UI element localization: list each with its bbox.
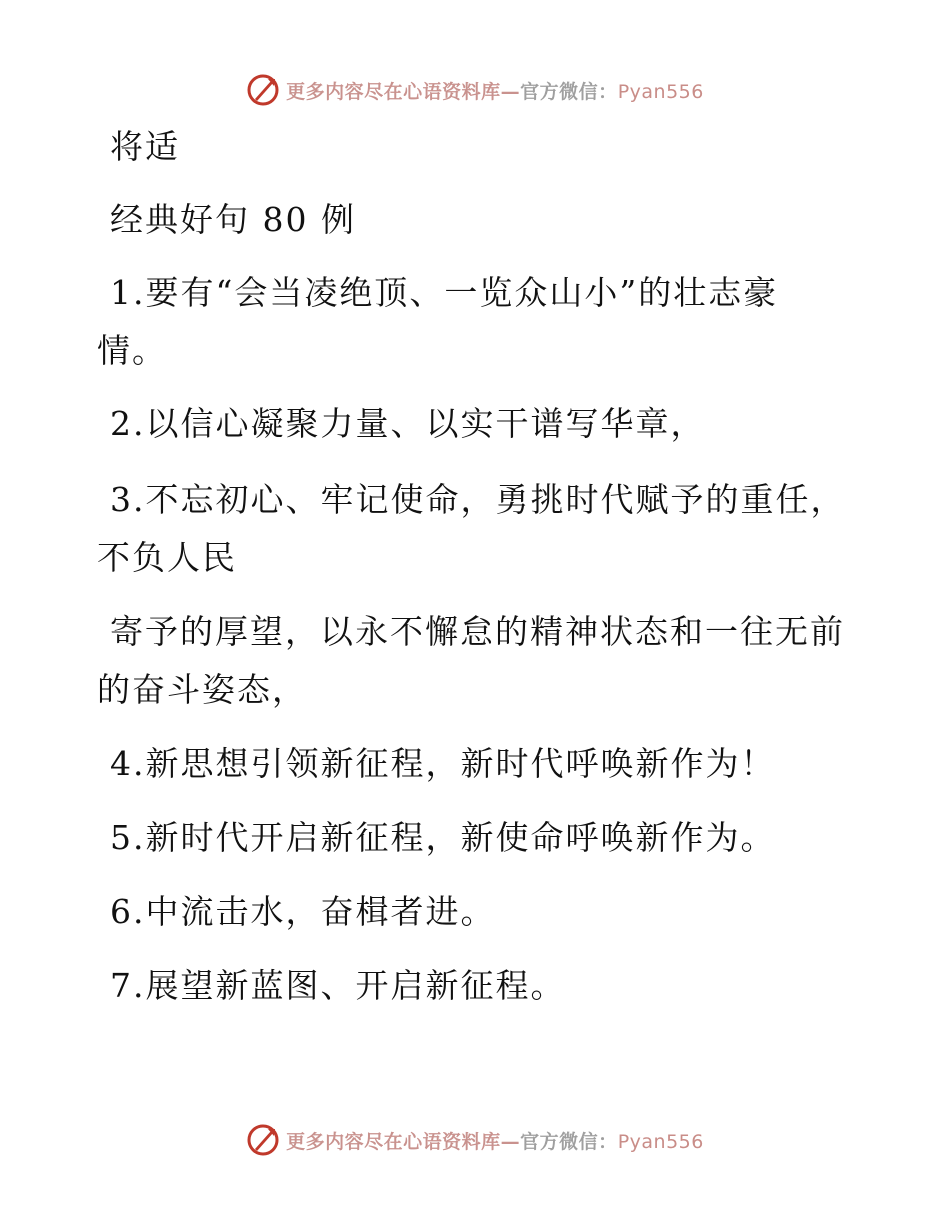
quill-logo-icon — [246, 1123, 280, 1157]
banner-dash: — — [500, 1130, 521, 1153]
banner-text — [286, 1127, 704, 1154]
banner-text — [286, 77, 704, 104]
text-line: 寄予的厚望，以永不懈怠的精神状态和一往无前 — [110, 612, 845, 651]
text-line: 1.要有“会当凌绝顶、一览众山小”的壮志豪 — [110, 273, 779, 312]
banner-wechat-id: Pyan556 — [617, 1130, 704, 1153]
text-line: 7.展望新蓝图、开启新征程。 — [110, 966, 566, 1005]
author-line: 将适 — [110, 127, 180, 166]
footer-banner — [0, 1120, 950, 1160]
text-line: 不负人民 — [97, 538, 237, 577]
text-line: 2.以信心凝聚力量、以实干谱写华章， — [110, 404, 706, 443]
text-line: 4.新思想引领新征程，新时代呼唤新作为！ — [110, 744, 776, 783]
banner-wechat-label: 官方微信： — [520, 80, 618, 103]
text-line: 3.不忘初心、牢记使命，勇挑时代赋予的重任， — [110, 480, 846, 519]
text-line: 的奋斗姿态， — [97, 670, 307, 709]
text-line: 情。 — [97, 331, 167, 370]
banner-main-text: 更多内容尽在心语资料库 — [286, 1130, 501, 1153]
document-title: 经典好句 80 例 — [110, 200, 356, 239]
banner-dash: — — [500, 80, 521, 103]
quill-logo-icon — [246, 73, 280, 107]
header-banner — [0, 70, 950, 110]
banner-wechat-label: 官方微信： — [520, 1130, 618, 1153]
text-line: 5.新时代开启新征程，新使命呼唤新作为。 — [110, 818, 776, 857]
banner-main-text: 更多内容尽在心语资料库 — [286, 80, 501, 103]
banner-wechat-id: Pyan556 — [617, 80, 704, 103]
text-line: 6.中流击水，奋楫者进。 — [110, 892, 496, 931]
